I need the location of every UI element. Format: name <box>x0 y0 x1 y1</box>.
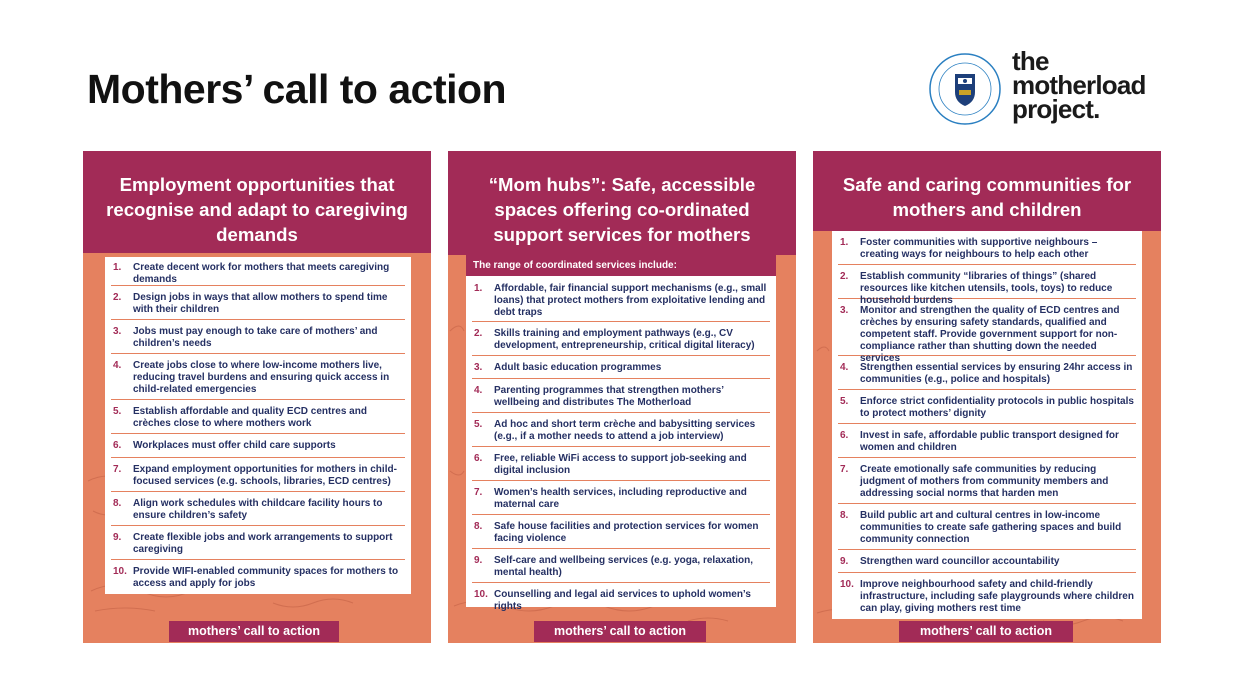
list-item: 6. Workplaces must offer child care supports <box>111 434 405 458</box>
list-item: 1. Foster communities with supportive neighbours – creating ways for neighbours to help each other <box>838 231 1136 265</box>
poster-title: Employment opportunities that recognise and adapt to caregiving demands <box>106 174 408 245</box>
list-item: 5. Enforce strict confidentiality protocols in public hospitals to protect mothers’ dignity <box>838 390 1136 424</box>
list-item: 2. Skills training and employment pathways (e.g., CV development, entrepreneurship, critical digital literacy) <box>472 322 770 356</box>
poster-header <box>83 151 431 253</box>
list-subheader: The range of coordinated services include: <box>466 255 776 276</box>
poster-footer: mothers’ call to action <box>899 621 1073 642</box>
list-item: 2. Establish community “libraries of things” (shared resources like kitchen utensils, tools, toys) to reduce household burdens <box>838 265 1136 299</box>
list-item: 10. Improve neighbourhood safety and child-friendly infrastructure, including safe playgrounds where children can play, giving mothers rest time <box>840 579 1134 614</box>
list-item: 10. Provide WIFI-enabled community spaces for mothers to access and apply for jobs <box>113 566 399 589</box>
list-item: 4. Parenting programmes that strengthen mothers’ wellbeing and distributes The Motherload <box>472 379 770 413</box>
list-item: 3. Jobs must pay enough to take care of mothers’ and children’s needs <box>111 320 405 354</box>
list-item: 8. Build public art and cultural centres in low-income communities to create safe gathering spaces and build community connection <box>838 504 1136 550</box>
list-item: 4. Create jobs close to where low-income mothers live, reducing travel burdens and ensuring quick access in child-related emergencies <box>111 354 405 400</box>
university-seal-logo <box>928 52 1002 126</box>
list-item: 4. Strengthen essential services by ensuring 24hr access in communities (e.g., police and hospitals) <box>838 356 1136 390</box>
motherload-project-logo <box>1012 46 1146 124</box>
list-item: 10. Counselling and legal aid services to uphold women’s rights <box>474 589 751 612</box>
list-item: 3. Monitor and strengthen the quality of ECD centres and crèches by ensuring safety standards, qualified and competent staff. Provide government support for non-compliance rather than shutting down the needed services <box>838 299 1136 356</box>
brand-line-3: project. <box>1012 94 1100 124</box>
action-list <box>832 231 1142 619</box>
list-item: 6. Invest in safe, affordable public transport designed for women and children <box>838 424 1136 458</box>
poster-footer: mothers’ call to action <box>534 621 706 642</box>
list-item: 9. Strengthen ward councillor accountability <box>838 550 1136 573</box>
poster-title: Safe and caring communities for mothers and children <box>842 174 1132 220</box>
brand-line-1: the <box>1012 46 1049 76</box>
list-item: 9. Self-care and wellbeing services (e.g. yoga, relaxation, mental health) <box>472 549 770 583</box>
poster-footer: mothers’ call to action <box>169 621 339 642</box>
list-item: 9. Create flexible jobs and work arrangements to support caregiving <box>111 526 405 560</box>
list-item: 6. Free, reliable WiFi access to support job-seeking and digital inclusion <box>472 447 770 481</box>
list-item: 1. Affordable, fair financial support mechanisms (e.g., small loans) that protect mothers from exploitative lending and debt traps <box>472 278 770 322</box>
poster-header <box>448 151 796 255</box>
list-item: 5. Ad hoc and short term crèche and babysitting services (e.g., if a mother needs to attend a job interview) <box>472 413 770 447</box>
list-item: 1. Create decent work for mothers that meets caregiving demands <box>111 257 405 286</box>
brand-line-2: motherload <box>1012 70 1146 100</box>
list-item: 5. Establish affordable and quality ECD centres and crèches close to where mothers work <box>111 400 405 434</box>
list-item: 3. Adult basic education programmes <box>472 356 770 379</box>
list-item: 8. Align work schedules with childcare facility hours to ensure children’s safety <box>111 492 405 526</box>
poster-header <box>813 151 1161 231</box>
list-item: 2. Design jobs in ways that allow mothers to spend time with their children <box>111 286 405 320</box>
service-list <box>466 255 776 612</box>
poster-mom-hubs <box>448 151 796 643</box>
poster-safe-communities <box>813 151 1161 643</box>
list-item: 7. Expand employment opportunities for mothers in child-focused services (e.g. schools, libraries, ECD centres) <box>111 458 405 492</box>
poster-title: “Mom hubs”: Safe, accessible spaces offering co-ordinated support services for mothers <box>488 174 756 245</box>
action-list <box>105 257 411 594</box>
list-item: 7. Create emotionally safe communities by reducing judgment of mothers from community members and addressing social norms that harden men <box>838 458 1136 504</box>
list-item: 7. Women’s health services, including reproductive and maternal care <box>472 481 770 515</box>
poster-employment <box>83 151 431 643</box>
page-title: Mothers’ call to action <box>87 66 507 112</box>
list-item: 8. Safe house facilities and protection services for women facing violence <box>472 515 770 549</box>
